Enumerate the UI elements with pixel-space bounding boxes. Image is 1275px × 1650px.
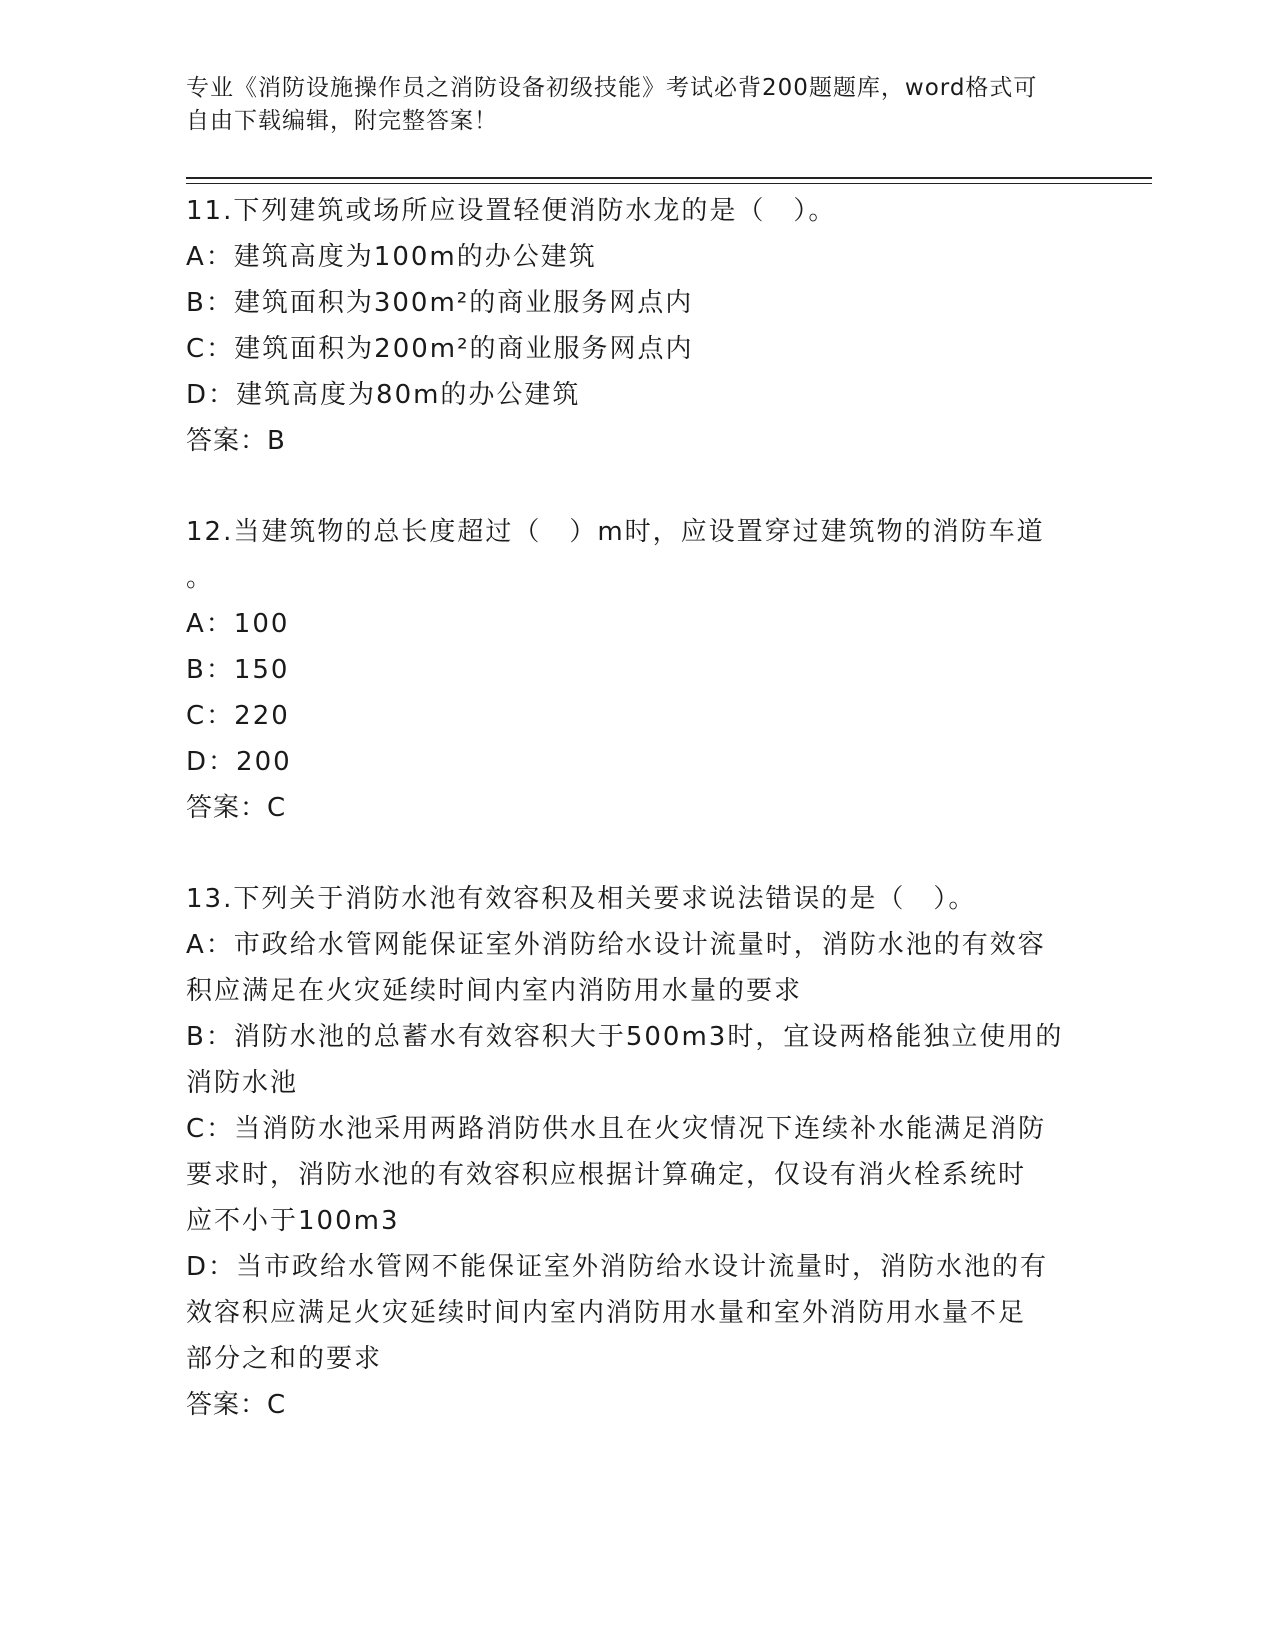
option-d: D：当市政给水管网不能保证室外消防给水设计流量时，消防水池的有	[186, 1252, 1049, 1282]
answer-line: 答案：C	[186, 1390, 287, 1420]
option-a: A：市政给水管网能保证室外消防给水设计流量时，消防水池的有效容	[186, 930, 1046, 960]
option-c: C：建筑面积为200m²的商业服务网点内	[186, 334, 694, 364]
question-item	[186, 188, 1066, 464]
option-d: D：建筑高度为80m的办公建筑	[186, 380, 581, 410]
option-a: A：建筑高度为100m的办公建筑	[186, 242, 597, 272]
document-header	[186, 72, 1066, 138]
option-d: D：200	[186, 747, 292, 777]
question-stem: 11.下列建筑或场所应设置轻便消防水龙的是（ ）。	[186, 196, 837, 226]
option-a-continued: 积应满足在火灾延续时间内室内消防用水量的要求	[186, 976, 803, 1006]
option-b: B：150	[186, 655, 290, 685]
answer-line: 答案：C	[186, 793, 287, 823]
question-item	[186, 876, 1066, 1428]
question-stem: 12.当建筑物的总长度超过（ ）m时，应设置穿过建筑物的消防车道	[186, 517, 1045, 547]
question-list	[186, 188, 1066, 1473]
question-stem: 13.下列关于消防水池有效容积及相关要求说法错误的是（ ）。	[186, 884, 977, 914]
header-divider-thin	[186, 183, 1152, 184]
option-b: B：建筑面积为300m²的商业服务网点内	[186, 288, 694, 318]
header-line: 专业《消防设施操作员之消防设备初级技能》考试必背200题题库，word格式可	[186, 75, 1038, 101]
option-d-continued: 效容积应满足火灾延续时间内室内消防用水量和室外消防用水量不足	[186, 1298, 1027, 1328]
option-b: B：消防水池的总蓄水有效容积大于500m3时，宜设两格能独立使用的	[186, 1022, 1064, 1052]
answer-line: 答案：B	[186, 426, 286, 456]
option-c-continued: 应不小于100m3	[186, 1206, 400, 1236]
option-c: C：220	[186, 701, 290, 731]
header-line: 自由下载编辑，附完整答案！	[186, 108, 498, 134]
question-item	[186, 509, 1066, 831]
option-c: C：当消防水池采用两路消防供水且在火灾情况下连续补水能满足消防	[186, 1114, 1047, 1144]
option-c-continued: 要求时，消防水池的有效容积应根据计算确定，仅设有消火栓系统时	[186, 1160, 1027, 1190]
question-stem-continued: 。	[186, 563, 215, 593]
option-a: A：100	[186, 609, 290, 639]
option-b-continued: 消防水池	[186, 1068, 299, 1098]
header-divider-thick	[186, 177, 1152, 179]
option-d-continued: 部分之和的要求	[186, 1344, 383, 1374]
